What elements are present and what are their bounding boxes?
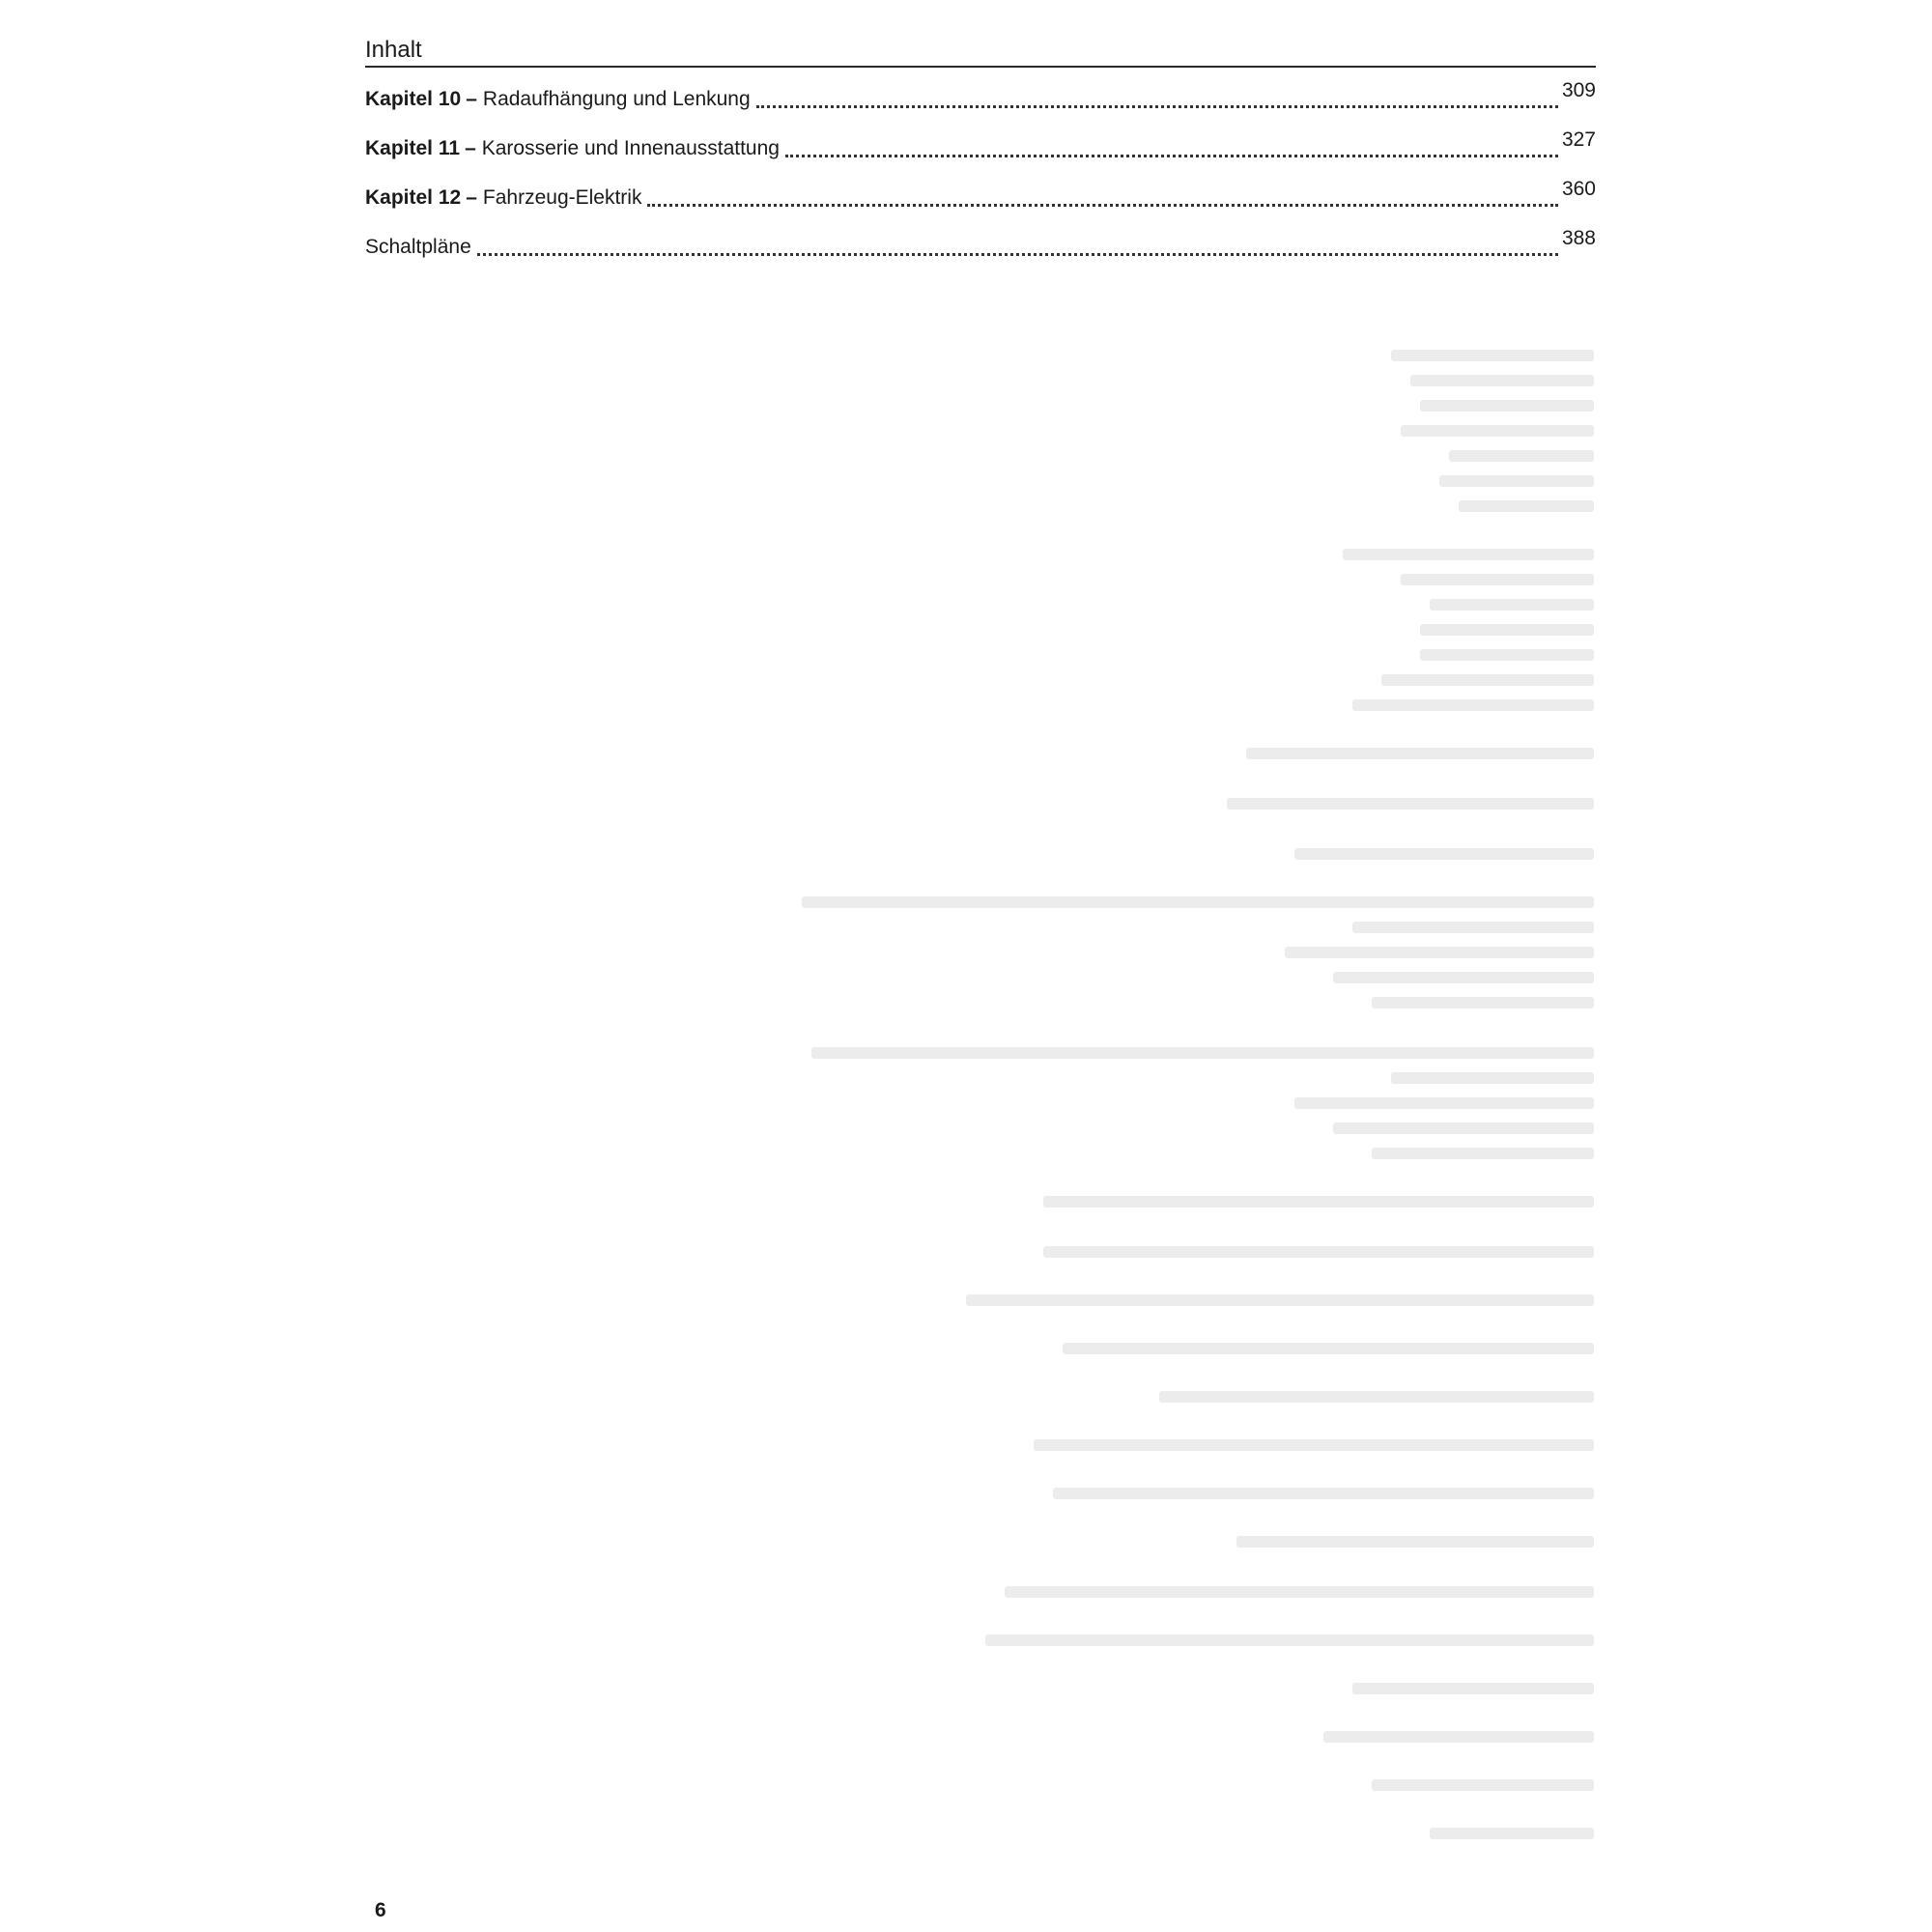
toc-entry-label: [365, 185, 641, 211]
toc-dot-leader: [756, 99, 1558, 108]
page-title: Inhalt: [365, 37, 422, 63]
toc-dash: –: [465, 137, 476, 159]
table-of-contents: [365, 79, 1596, 280]
toc-dash: –: [466, 186, 477, 209]
toc-chapter-number: Kapitel 11: [365, 137, 461, 159]
toc-page-number: 309: [1561, 79, 1596, 101]
toc-chapter-number: Kapitel 12: [365, 186, 462, 209]
toc-chapter-title: Radaufhängung und Lenkung: [482, 88, 751, 110]
toc-dot-leader: [477, 247, 1558, 256]
toc-entry[interactable]: [365, 227, 1596, 260]
toc-entry-label: [365, 87, 751, 112]
page-header: [365, 35, 1596, 68]
toc-chapter-title: Fahrzeug-Elektrik: [482, 186, 642, 209]
toc-entry-label: [365, 235, 471, 260]
toc-entry-label: [365, 136, 780, 161]
toc-page-number: 327: [1561, 128, 1596, 151]
toc-page-number: 360: [1561, 178, 1596, 200]
toc-entry[interactable]: [365, 178, 1596, 211]
page-number: 6: [375, 1899, 386, 1921]
toc-dash: –: [466, 88, 477, 110]
toc-chapter-title: Karosserie und Innenausstattung: [481, 137, 780, 159]
toc-chapter-number: Kapitel 10: [365, 88, 462, 110]
toc-dot-leader: [647, 198, 1557, 207]
toc-page-number: 388: [1561, 227, 1596, 249]
toc-entry[interactable]: [365, 79, 1596, 112]
toc-dot-leader: [785, 149, 1558, 157]
toc-chapter-title: Schaltpläne: [365, 236, 471, 258]
toc-entry[interactable]: [365, 128, 1596, 161]
